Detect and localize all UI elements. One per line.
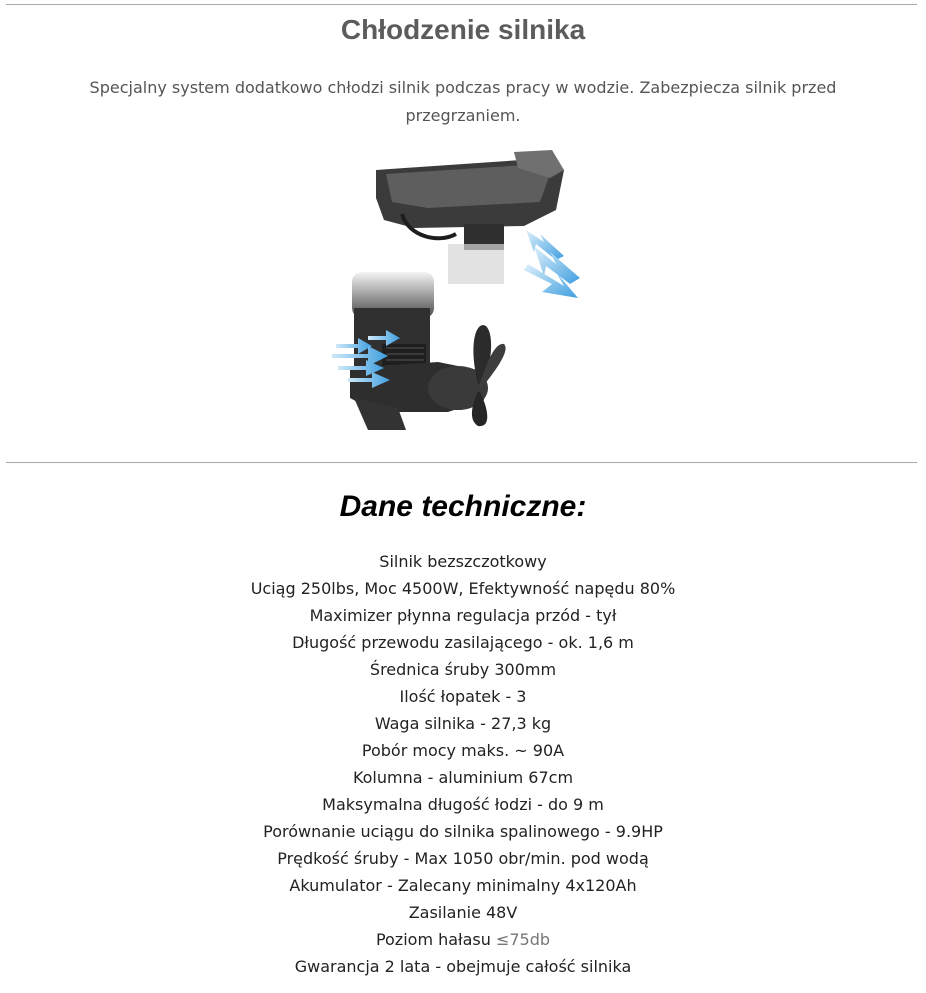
spec-item-value: ≤75db	[495, 930, 551, 949]
spec-item: Akumulator - Zalecany minimalny 4x120Ah	[289, 876, 637, 895]
spec-item: Waga silnika - 27,3 kg	[374, 714, 552, 733]
spec-item: Silnik bezszczotkowy	[379, 552, 547, 571]
specs-list	[0, 548, 926, 980]
spec-item: Zasilanie 48V	[408, 903, 518, 922]
propeller	[472, 325, 506, 426]
spec-item: Pobór mocy maks. ~ 90A	[361, 741, 565, 760]
spec-item	[0, 926, 926, 953]
motor-shaft	[448, 244, 504, 284]
outflow-arrows	[524, 230, 580, 298]
spec-item: Długość przewodu zasilającego - ok. 1,6 m	[292, 633, 634, 652]
spec-item: Maximizer płynna regulacja przód - tył	[309, 606, 617, 625]
spec-item: Porównanie uciągu do silnika spalinowego - 9.9HP	[263, 822, 663, 841]
spec-item: Kolumna - aluminium 67cm	[352, 768, 574, 787]
cooling-title: Chłodzenie silnika	[340, 14, 586, 45]
motor-head	[376, 150, 564, 250]
specs-title: Dane techniczne:	[339, 490, 587, 523]
spec-item: Maksymalna długość łodzi - do 9 m	[322, 795, 604, 814]
spec-item: Średnica śruby 300mm	[369, 660, 557, 679]
spec-item-label: Poziom hałasu	[375, 930, 496, 949]
spec-item: Prędkość śruby - Max 1050 obr/min. pod wodą	[277, 849, 649, 868]
section-divider	[6, 462, 917, 463]
cooling-description: Specjalny system dodatkowo chłodzi silnik podczas pracy w wodzie. Zabezpiecza silnik przed przegrzaniem.	[89, 78, 837, 125]
spec-item: Uciąg 250lbs, Moc 4500W, Efektywność napędu 80%	[250, 579, 676, 598]
spec-item: Ilość łopatek - 3	[399, 687, 527, 706]
motor-cooling-illustration	[328, 148, 596, 430]
spec-item: Gwarancja 2 lata - obejmuje całość silnika	[294, 957, 632, 976]
top-divider	[6, 4, 917, 5]
